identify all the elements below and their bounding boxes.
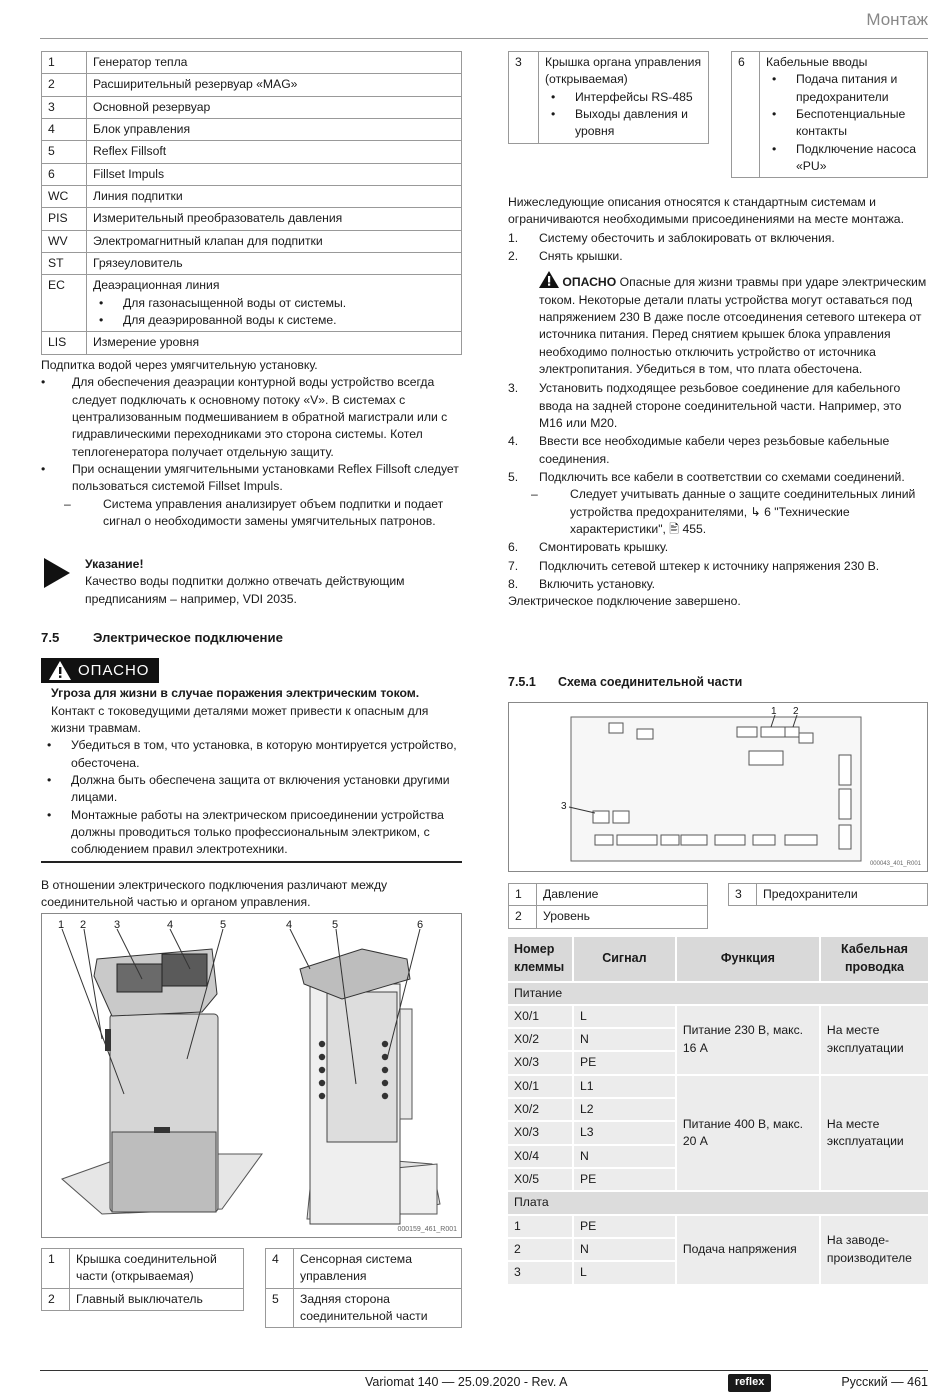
cable-cell: На месте эксплуатации: [821, 1006, 928, 1074]
step-number: 7.: [508, 558, 519, 573]
legend-row: [42, 141, 462, 163]
legend-row: [42, 1249, 244, 1289]
softening-paragraph: Подпитка водой через умягчительную установку.: [41, 358, 318, 372]
legend-row: [42, 185, 462, 207]
legend-row: [42, 96, 462, 118]
signal-value: L2: [574, 1099, 675, 1120]
device-illustration: [42, 914, 461, 1237]
footer-doc: Variomat 140 — 25.09.2020 - Rev. A: [365, 1375, 568, 1389]
legend-text: [87, 163, 462, 185]
legend-text: [87, 118, 462, 140]
terminal-number: 3: [508, 1262, 572, 1283]
legend-text-cell: [760, 52, 928, 178]
signal-row: [508, 1006, 928, 1027]
legend-row: [42, 332, 462, 354]
callout-1: 1: [58, 919, 65, 931]
inline-danger-text: Опасные для жизни травмы при ударе электрическим током. Некоторые детали платы устройства могут оставаться под напряжением 230 В даже после отсоединения сетевого штекера от источника питания. Перед снятием крышек блока управления необходимо полностью отключить устройство от источника электропитания. Убедиться в том, что плата обесточена.: [539, 275, 927, 376]
signal-value: PE: [574, 1052, 675, 1073]
legend-label: Грязеуловитель: [93, 255, 183, 270]
danger-label: ОПАСНО: [78, 662, 150, 679]
legend-row: [42, 52, 462, 74]
note-arrow-icon: [44, 558, 70, 588]
signal-value: L1: [574, 1076, 675, 1097]
signal-header: Номер клеммы: [508, 937, 572, 981]
legend-row: [509, 906, 708, 928]
legend-key: ST: [42, 252, 87, 274]
legend-label: Измерение уровня: [93, 335, 200, 350]
legend-box-3: [508, 51, 709, 144]
section-number-75: 7.5: [41, 630, 60, 645]
signal-value: N: [574, 1029, 675, 1050]
signal-header: Функция: [677, 937, 819, 981]
legend-bullet: • Подача питания и предохранители: [766, 71, 921, 106]
danger-bullets: [41, 737, 462, 858]
legend-text: Задняя сторона соединительной части: [294, 1288, 462, 1328]
signal-value: N: [574, 1239, 675, 1260]
legend-text: [87, 185, 462, 207]
legend-text: [87, 230, 462, 252]
callout-5b: 5: [332, 919, 339, 931]
dash-item-control: – Система управления анализирует объем подпитки и подает сигнал о необходимости замены умягчительных патронов.: [64, 496, 444, 528]
footer-divider: [40, 1370, 928, 1371]
legend-text: Крышка соединительной части (открываемая): [70, 1249, 244, 1289]
legend-text: Уровень: [537, 906, 708, 928]
legend-text: [87, 96, 462, 118]
step-number: 3.: [508, 381, 519, 396]
legend-row: [42, 1288, 244, 1310]
legend-key: 1: [42, 1249, 70, 1289]
legend-box-6-table: [731, 51, 928, 178]
bullet-text: Для обеспечения деаэрации контурной воды устройство всегда следует подключать к основному потоку «V». В системах с централизованным подмешиванием в обратной магистрали или с гидравлическими переходниками это сторона системы. Котел теплогенератора получает отдельную защиту.: [72, 375, 448, 459]
terminal-number: X0/2: [508, 1099, 572, 1120]
figure1-legend-b: [265, 1248, 462, 1328]
signal-header: Сигнал: [574, 937, 675, 981]
note-block: [41, 556, 462, 608]
warning-icon: [49, 661, 71, 680]
terminal-number: X0/1: [508, 1076, 572, 1097]
dash-text: Следует учитывать данные о защите соединительных линий устройства предохранителями, ↳ 6 "Технические характеристики", 🖹 455.: [570, 487, 916, 536]
legend-label: Fillset Impuls: [93, 166, 165, 181]
danger-text: Контакт с токоведущими деталями может привести к опасным для жизни травмам.: [51, 703, 429, 736]
danger-bullet: • Убедиться в том, что установка, в которую монтируется устройство, обесточена.: [41, 737, 462, 772]
step-text: Снять крышки.: [539, 248, 623, 263]
note-text: Качество воды подпитки должно отвечать действующим предписаниям – например, VDI 2035.: [85, 574, 405, 606]
legend-text: [87, 252, 462, 274]
pcb-callout-3: 3: [561, 801, 567, 812]
cable-cell: На заводе-производителе: [821, 1216, 928, 1284]
legend-bullet: • Беспотенциальные контакты: [766, 106, 921, 141]
bullet-deaeration: • Для обеспечения деаэрации контурной воды устройство всегда следует подключать к основному потоку «V». В системах с централизованным подмешиванием в обратной магистрали или с гидравлическими переходниками это сторона системы. Котел теплогенератора получает отдельную защиту.: [41, 375, 448, 459]
figure1-legend-table-b: [265, 1248, 462, 1328]
legend-key: 2: [42, 74, 87, 96]
legend-key: 3: [509, 52, 539, 144]
pcb-callout-1: 1: [771, 706, 777, 717]
danger-block: [41, 658, 462, 863]
terminal-number: X0/1: [508, 1006, 572, 1027]
legend-label: Генератор тепла: [93, 55, 188, 69]
legend-key: 2: [42, 1288, 70, 1310]
note-title: Указание!: [85, 557, 144, 571]
legend-key: 3: [729, 884, 757, 906]
legend-key: 2: [509, 906, 537, 928]
inline-danger-label: ОПАСНО: [562, 275, 617, 290]
legend-text: Давление: [537, 884, 708, 906]
legend-key: WV: [42, 230, 87, 252]
legend-bullet: • Выходы давления и уровня: [545, 106, 702, 141]
ec-bullets: [93, 295, 455, 330]
legend-key: PIS: [42, 208, 87, 230]
legend-bullets: [545, 89, 702, 141]
signal-table: [506, 935, 930, 1286]
step-number: 2.: [508, 248, 519, 263]
step-text: Установить подходящее резьбовое соединение для кабельного ввода на задней стороне соединительной части. Например, это M16 или M20.: [539, 381, 902, 430]
ec-bullet: • Для газонасыщенной воды от системы.: [93, 295, 455, 312]
section-title-751: Схема соединительной части: [558, 675, 743, 689]
terminal-number: X0/4: [508, 1146, 572, 1167]
header-divider: [40, 38, 928, 39]
section-number-751: 7.5.1: [508, 675, 536, 689]
pcb-callout-2: 2: [793, 706, 799, 717]
signal-value: N: [574, 1146, 675, 1167]
legend-text: Крышка органа управления (открываемая): [545, 55, 702, 87]
callout-5: 5: [220, 919, 227, 931]
danger-title: Угроза для жизни в случае поражения электрическим током.: [51, 686, 420, 701]
legend-bullet: • Подключение насоса «PU»: [766, 141, 921, 176]
legend-key: 1: [509, 884, 537, 906]
components-legend: [41, 51, 462, 355]
terminal-number: 1: [508, 1216, 572, 1237]
device-front-view: [62, 929, 262, 1214]
step-number: 6.: [508, 540, 519, 555]
signal-group-row: [508, 983, 928, 1004]
step-item: [508, 576, 928, 593]
step-text: Ввести все необходимые кабели через резьбовые кабельные соединения.: [539, 434, 890, 466]
dash-text: Система управления анализирует объем подпитки и подает сигнал о необходимости замены умягчительных патронов.: [103, 496, 444, 528]
legend-label: Электромагнитный клапан для подпитки: [93, 233, 323, 248]
signal-value: PE: [574, 1169, 675, 1190]
pcb-diagram: [509, 703, 927, 871]
terminal-number: X0/3: [508, 1122, 572, 1143]
step5-dash: – Следует учитывать данные о защите соединительных линий устройства предохранителями, ↳ 6 "Технические характеристики", 🖹 455.: [531, 487, 916, 536]
step-item: [508, 433, 928, 468]
figure-code: 000159_461_R001: [397, 1226, 457, 1234]
terminal-number: X0/5: [508, 1169, 572, 1190]
legend-key: 6: [732, 52, 760, 178]
warning-icon: [539, 271, 559, 288]
legend-key: 3: [42, 96, 87, 118]
danger-label-box: [41, 658, 159, 683]
legend-text: Главный выключатель: [70, 1288, 244, 1310]
legend-label: Основной резервуар: [93, 99, 211, 114]
left-text-block: [41, 357, 462, 530]
legend-text: [87, 52, 462, 74]
section-title-75: Электрическое подключение: [93, 630, 283, 645]
legend-key: LIS: [42, 332, 87, 354]
done-text: Электрическое подключение завершено.: [508, 594, 741, 609]
legend-text: [87, 275, 462, 332]
legend-key: 5: [266, 1288, 294, 1328]
legend-row: [42, 74, 462, 96]
cable-cell: На месте эксплуатации: [821, 1076, 928, 1191]
step-number: 4.: [508, 434, 519, 449]
step-text: Систему обесточить и заблокировать от включения.: [539, 230, 835, 245]
inline-danger: [508, 271, 928, 378]
step-item: [508, 558, 928, 575]
legend-box-6: [731, 51, 928, 178]
step-number: 8.: [508, 576, 519, 591]
legend-key: WC: [42, 185, 87, 207]
legend-key: 5: [42, 141, 87, 163]
legend-text: [87, 74, 462, 96]
legend-bullets: [766, 71, 921, 175]
callout-4b: 4: [286, 919, 293, 931]
signal-header-row: [508, 937, 928, 981]
function-cell: Питание 400 В, макс. 20 А: [677, 1076, 819, 1191]
legend-text-cell: [539, 52, 709, 144]
legend-row: [42, 208, 462, 230]
page-section-title: Монтаж: [866, 10, 928, 29]
figure2-legend-table-b: [728, 883, 928, 906]
danger-bullet: • Монтажные работы на электрическом присоединении устройства должны проводиться только профессиональным электриком, с соблюдением правил электротехники.: [41, 807, 462, 859]
steps-list-c: [508, 539, 928, 593]
ec-bullet: • Для деаэрированной воды к системе.: [93, 312, 455, 329]
device-figure: [41, 913, 462, 1238]
right-text-block: [508, 194, 928, 611]
pcb-figure-code: 000043_401_R001: [869, 861, 921, 868]
legend-label: Линия подпитки: [93, 188, 183, 203]
legend-label: Измерительный преобразователь давления: [93, 211, 343, 226]
legend-bullet: • Интерфейсы RS-485: [545, 89, 702, 106]
step-text: Подключить сетевой штекер к источнику напряжения 230 В.: [539, 558, 880, 573]
legend-label: Расширительный резервуар «MAG»: [93, 77, 298, 92]
callout-2: 2: [80, 919, 87, 931]
terminal-number: 2: [508, 1239, 572, 1260]
step-item: [508, 230, 928, 247]
legend-text: [87, 332, 462, 354]
function-cell: Подача напряжения: [677, 1216, 819, 1284]
step-text: Подключить все кабели в соответствии со схемами соединений.: [539, 469, 905, 484]
signal-group: Питание: [508, 983, 928, 1004]
legend-label: Блок управления: [93, 121, 191, 136]
legend-label: Reflex Fillsoft: [93, 144, 167, 159]
legend-text: Кабельные вводы: [766, 55, 868, 69]
legend-key: 6: [42, 163, 87, 185]
callout-6: 6: [417, 919, 424, 931]
legend-row: [266, 1288, 462, 1328]
legend-row: [42, 275, 462, 332]
figure2-legend-table: [508, 883, 708, 929]
steps-list-b: [508, 380, 928, 486]
figure2-legend-b: [728, 883, 928, 906]
signal-group-row: [508, 1192, 928, 1213]
step-text: Включить установку.: [539, 576, 656, 591]
terminal-number: X0/2: [508, 1029, 572, 1050]
step-item: [508, 539, 928, 556]
callout-4: 4: [167, 919, 174, 931]
legend-row: [509, 884, 708, 906]
legend-row: [42, 163, 462, 185]
legend-text: [87, 208, 462, 230]
components-legend-table: [41, 51, 462, 355]
legend-key: 1: [42, 52, 87, 74]
figure1-legend-table-a: [41, 1248, 244, 1311]
signal-value: L3: [574, 1122, 675, 1143]
legend-text: [87, 141, 462, 163]
legend-row: [42, 252, 462, 274]
step-item: [508, 248, 928, 265]
device-rear-view: [290, 929, 440, 1224]
legend-row: [42, 230, 462, 252]
legend-key: 4: [266, 1249, 294, 1289]
step-number: 5.: [508, 469, 519, 484]
legend-box-3-table: [508, 51, 709, 144]
legend-text: Сенсорная система управления: [294, 1249, 462, 1289]
signal-row: [508, 1216, 928, 1237]
right-intro: Нижеследующие описания относятся к стандартным системам и ограничиваются необходимыми присоединениями на месте монтажа.: [508, 195, 904, 227]
step-text: Смонтировать крышку.: [539, 540, 669, 555]
function-cell: Питание 230 В, макс. 16 А: [677, 1006, 819, 1074]
steps-list-a: [508, 230, 928, 266]
callout-3: 3: [114, 919, 121, 931]
signal-value: L: [574, 1006, 675, 1027]
signal-row: [508, 1076, 928, 1097]
terminal-number: X0/3: [508, 1052, 572, 1073]
footer-page: Русский — 461: [841, 1375, 928, 1389]
bullet-text: При оснащении умягчительными установками Reflex Fillsoft следует пользоваться системой Fillset Impuls.: [72, 461, 459, 494]
danger-bullet: • Должна быть обеспечена защита от включения установки другими лицами.: [41, 772, 462, 807]
figure2-legend-a: [508, 883, 708, 929]
step-number: 1.: [508, 230, 519, 245]
step-item: [508, 469, 928, 486]
signal-table-wrapper: [506, 935, 930, 1286]
signal-group: Плата: [508, 1192, 928, 1213]
signal-value: L: [574, 1262, 675, 1283]
bullet-fillsoft: • При оснащении умягчительными установками Reflex Fillsoft следует пользоваться системой Fillset Impuls.: [41, 461, 459, 494]
legend-text: Предохранители: [757, 884, 928, 906]
step-item: [508, 380, 928, 432]
legend-key: 4: [42, 118, 87, 140]
legend-key: EC: [42, 275, 87, 332]
signal-value: PE: [574, 1216, 675, 1237]
danger-end-rule: [41, 861, 462, 863]
legend-row: [42, 118, 462, 140]
pcb-figure: [508, 702, 928, 872]
figure1-legend-a: [41, 1248, 244, 1311]
electrical-intro: В отношении электрического подключения различают между соединительной частью и органом управления.: [41, 878, 388, 910]
legend-row: [266, 1249, 462, 1289]
reflex-logo: reflex: [728, 1374, 771, 1392]
signal-header: Кабельная проводка: [821, 937, 928, 981]
legend-label: Деаэрационная линия: [93, 278, 220, 293]
